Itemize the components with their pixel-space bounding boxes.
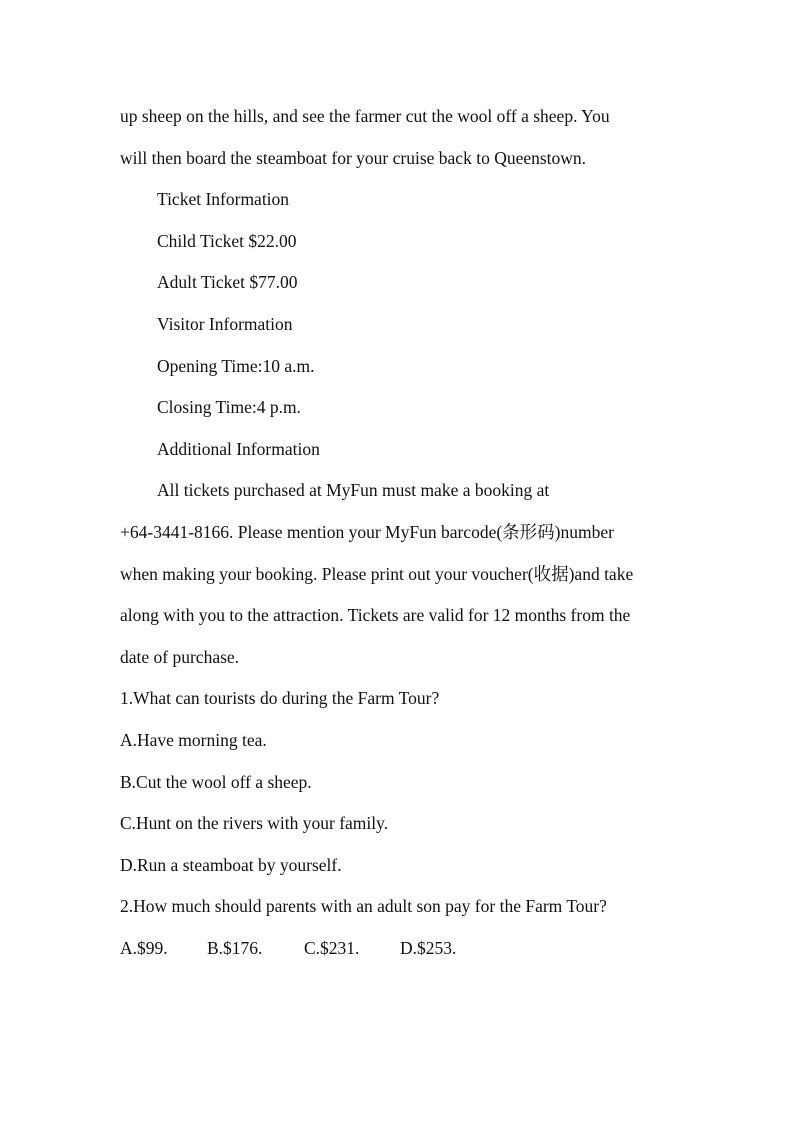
additional-info-line: along with you to the attraction. Tickets are valid for 12 months from the (120, 605, 631, 626)
question-2-option-b: B.$176. (207, 937, 263, 958)
opening-time: Opening Time:10 a.m. (157, 355, 315, 376)
document-body (120, 96, 680, 969)
additional-info-line: when making your booking. Please print out your voucher(收据)and take (120, 563, 634, 584)
passage-line: will then board the steamboat for your cruise back to Queenstown. (120, 147, 587, 168)
additional-info-line: All tickets purchased at MyFun must make a booking at (157, 480, 550, 501)
question-1-option-d: D.Run a steamboat by yourself. (120, 854, 342, 875)
question-1-option-a: A.Have morning tea. (120, 729, 267, 750)
additional-info-line: date of purchase. (120, 646, 240, 667)
additional-info-heading: Additional Information (157, 438, 320, 459)
adult-ticket-price: Adult Ticket $77.00 (157, 272, 298, 293)
question-2-option-a: A.$99. (120, 937, 168, 958)
additional-info-line: +64-3441-8166. Please mention your MyFun barcode(条形码)number (120, 521, 614, 542)
question-2-option-c: C.$231. (304, 937, 360, 958)
question-1-option-c: C.Hunt on the rivers with your family. (120, 813, 389, 834)
question-2-option-d: D.$253. (400, 937, 457, 958)
visitor-info-heading: Visitor Information (157, 313, 293, 334)
closing-time: Closing Time:4 p.m. (157, 397, 301, 418)
question-2-options (120, 928, 680, 970)
question-1-stem: 1.What can tourists do during the Farm Tour? (120, 688, 440, 709)
question-1-option-b: B.Cut the wool off a sheep. (120, 771, 312, 792)
ticket-info-heading: Ticket Information (157, 189, 290, 210)
question-2-stem: 2.How much should parents with an adult son pay for the Farm Tour? (120, 896, 607, 917)
child-ticket-price: Child Ticket $22.00 (157, 230, 297, 251)
passage-line: up sheep on the hills, and see the farmer cut the wool off a sheep. You (120, 106, 610, 126)
